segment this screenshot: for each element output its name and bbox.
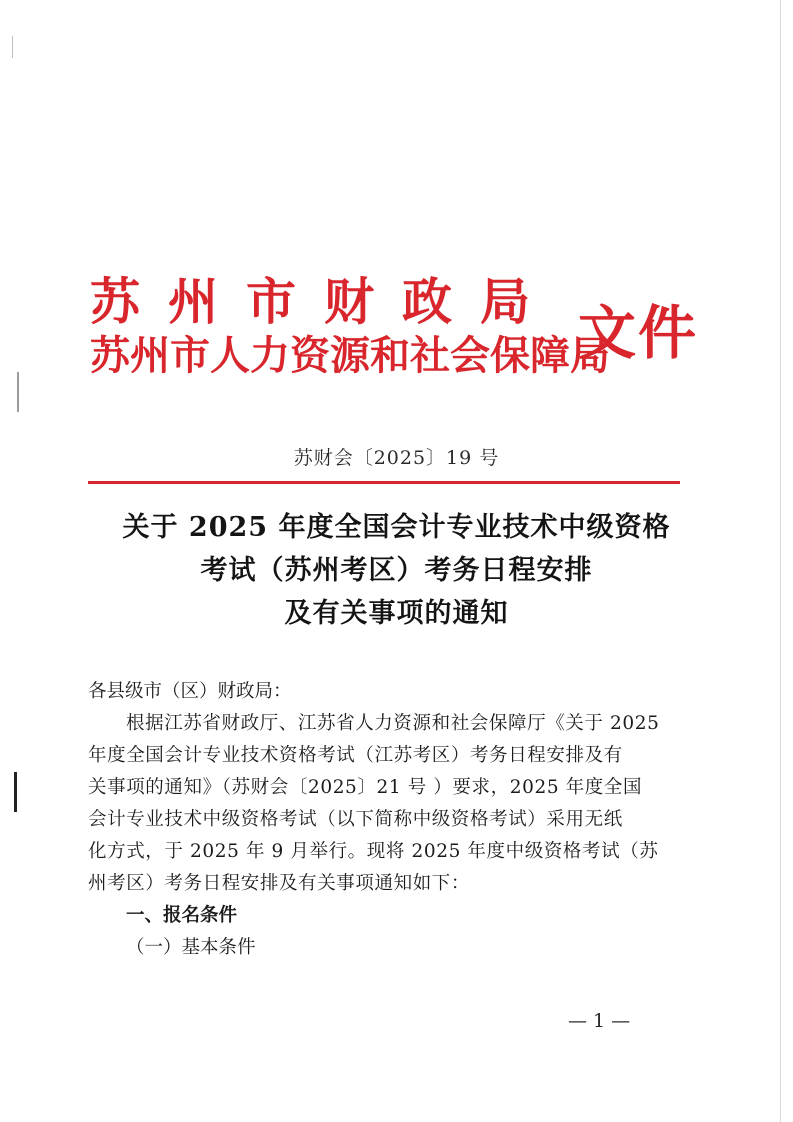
paragraph-line: 州考区）考务日程安排及有关事项通知如下：: [88, 873, 471, 894]
scan-binding-mark: [17, 372, 19, 412]
paragraph-line: 根据江苏省财政厅、江苏省人力资源和社会保障厅《关于 2025: [126, 713, 660, 734]
document-number: 苏财会〔2025〕19 号: [293, 447, 500, 469]
red-divider-rule: [88, 481, 680, 484]
paragraph-line: 关事项的通知》（苏财会〔2025〕21 号 ）要求，2025 年度全国: [88, 777, 643, 798]
subsection-heading: （一）基本条件: [126, 937, 256, 958]
salutation: 各县级市（区）财政局：: [88, 681, 292, 702]
title-line: 及有关事项的通知: [284, 598, 509, 629]
scan-binding-mark: [12, 36, 13, 58]
title-line: 关于 2025 年度全国会计专业技术中级资格: [122, 512, 671, 543]
paragraph-line: 年度全国会计专业技术资格考试（江苏考区）考务日程安排及有: [88, 745, 623, 766]
issuer-name-finance-bureau: 苏州市财政局: [90, 272, 558, 331]
document-title: [60, 506, 733, 635]
document-body: [88, 676, 688, 964]
page-number: — 1 —: [568, 1010, 631, 1032]
issuer-name-hr-bureau: 苏州市人力资源和社会保障局: [90, 332, 610, 379]
scan-binding-mark: [14, 772, 17, 812]
section-heading: 一、报名条件: [126, 905, 238, 926]
paragraph-line: 会计专业技术中级资格考试（以下简称中级资格考试）采用无纸: [88, 809, 623, 830]
paragraph-line: 化方式，于 2025 年 9 月举行。现将 2025 年度中级资格考试（苏: [88, 841, 659, 862]
intro-paragraph: [88, 708, 688, 900]
title-line: 考试（苏州考区）考务日程安排: [200, 555, 593, 586]
document-type-label: 文件: [578, 299, 699, 367]
scan-edge-line: [780, 0, 781, 1122]
